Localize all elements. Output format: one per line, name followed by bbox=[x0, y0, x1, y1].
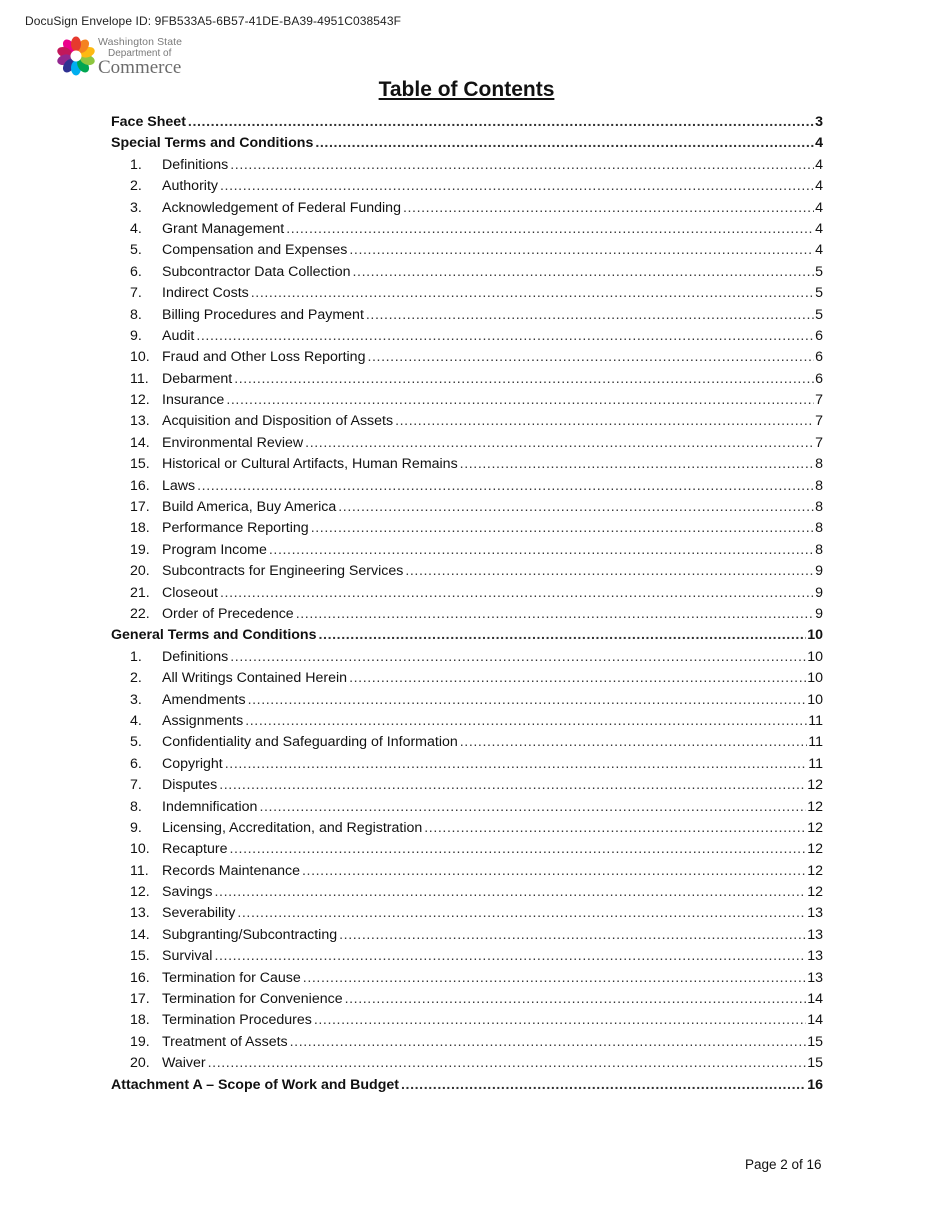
toc-page-number: 4 bbox=[815, 135, 823, 152]
toc-page-number: 14 bbox=[807, 991, 823, 1008]
toc-entry-number: 20. bbox=[130, 1055, 150, 1072]
toc-entry[interactable] bbox=[111, 540, 823, 561]
toc-leader bbox=[188, 112, 814, 133]
toc-entry-title: Recapture bbox=[162, 841, 228, 858]
toc-entry[interactable] bbox=[111, 283, 823, 304]
toc-entry-number: 17. bbox=[130, 499, 150, 516]
toc-entry-title: Environmental Review bbox=[162, 434, 304, 451]
toc-page-number: 10 bbox=[807, 670, 823, 687]
toc-leader bbox=[286, 219, 814, 240]
toc-leader bbox=[229, 839, 806, 860]
toc-entry[interactable] bbox=[111, 369, 823, 390]
toc-leader bbox=[230, 647, 806, 668]
toc-leader bbox=[245, 711, 807, 732]
toc-entry[interactable] bbox=[111, 668, 823, 689]
toc-entry-title: Compensation and Expenses bbox=[162, 242, 348, 259]
toc-page-number: 6 bbox=[815, 370, 823, 387]
toc-entry-title: Build America, Buy America bbox=[162, 499, 337, 516]
toc-entry-title: Debarment bbox=[162, 370, 233, 387]
toc-entry-number: 10. bbox=[130, 841, 150, 858]
toc-entry-number: 7. bbox=[130, 777, 142, 794]
toc-entry[interactable] bbox=[111, 305, 823, 326]
toc-page-number: 7 bbox=[815, 392, 823, 409]
toc-page-number: 5 bbox=[815, 285, 823, 302]
toc-leader bbox=[315, 133, 814, 154]
toc-entry-number: 15. bbox=[130, 948, 150, 965]
toc-section-title: General Terms and Conditions bbox=[111, 627, 317, 644]
toc-entry-number: 3. bbox=[130, 691, 142, 708]
toc-leader bbox=[303, 968, 806, 989]
toc-entry-title: Fraud and Other Loss Reporting bbox=[162, 349, 366, 366]
toc-leader bbox=[314, 1010, 806, 1031]
toc-entry-title: Indemnification bbox=[162, 798, 258, 815]
toc-entry-number: 1. bbox=[130, 648, 142, 665]
toc-section[interactable] bbox=[111, 133, 823, 154]
toc-entry-title: Grant Management bbox=[162, 220, 285, 237]
table-of-contents bbox=[111, 112, 823, 1096]
toc-leader bbox=[226, 390, 814, 411]
toc-entry[interactable] bbox=[111, 775, 823, 796]
toc-entry-title: Historical or Cultural Artifacts, Human Remains bbox=[162, 456, 458, 473]
toc-page-number: 15 bbox=[807, 1033, 823, 1050]
toc-entry[interactable] bbox=[111, 198, 823, 219]
toc-entry[interactable] bbox=[111, 903, 823, 924]
toc-entry[interactable] bbox=[111, 347, 823, 368]
toc-page-number: 11 bbox=[808, 755, 823, 772]
toc-leader bbox=[302, 861, 806, 882]
toc-page-number: 4 bbox=[815, 178, 823, 195]
logo-state: Washington State bbox=[98, 36, 183, 48]
toc-entry-title: Laws bbox=[162, 477, 196, 494]
toc-entry[interactable] bbox=[111, 818, 823, 839]
toc-entry-title: Insurance bbox=[162, 392, 225, 409]
toc-page-number: 13 bbox=[807, 948, 823, 965]
toc-entry-number: 2. bbox=[130, 670, 142, 687]
toc-entry-title: Treatment of Assets bbox=[162, 1033, 288, 1050]
toc-page-number: 9 bbox=[815, 605, 823, 622]
toc-page-number: 6 bbox=[815, 349, 823, 366]
toc-section-title: Special Terms and Conditions bbox=[111, 135, 314, 152]
toc-page-number: 16 bbox=[807, 1076, 823, 1093]
toc-leader bbox=[338, 497, 814, 518]
toc-entry[interactable] bbox=[111, 454, 823, 475]
toc-entry-number: 4. bbox=[130, 712, 142, 729]
toc-leader bbox=[403, 198, 814, 219]
toc-entry-number: 8. bbox=[130, 798, 142, 815]
toc-page-number: 5 bbox=[815, 263, 823, 280]
toc-entry[interactable] bbox=[111, 946, 823, 967]
toc-page-number: 7 bbox=[815, 413, 823, 430]
toc-leader bbox=[230, 155, 814, 176]
toc-entry-title: Termination for Cause bbox=[162, 969, 301, 986]
toc-entry-title: Definitions bbox=[162, 648, 229, 665]
toc-leader bbox=[424, 818, 806, 839]
toc-page-number: 13 bbox=[807, 926, 823, 943]
toc-entry-number: 17. bbox=[130, 991, 150, 1008]
toc-entry-title: Disputes bbox=[162, 777, 218, 794]
toc-leader bbox=[405, 561, 814, 582]
toc-page-number: 8 bbox=[815, 499, 823, 516]
toc-page-number: 9 bbox=[815, 584, 823, 601]
toc-leader bbox=[234, 369, 814, 390]
toc-entry[interactable] bbox=[111, 861, 823, 882]
toc-page-number: 6 bbox=[815, 327, 823, 344]
toc-leader bbox=[339, 925, 806, 946]
toc-entry[interactable] bbox=[111, 925, 823, 946]
toc-entry[interactable] bbox=[111, 262, 823, 283]
toc-page-number: 12 bbox=[807, 884, 823, 901]
toc-entry-title: Definitions bbox=[162, 156, 229, 173]
toc-entry-title: Billing Procedures and Payment bbox=[162, 306, 364, 323]
toc-entry-title: Assignments bbox=[162, 712, 244, 729]
toc-leader bbox=[208, 1053, 807, 1074]
toc-entry-title: Severability bbox=[162, 905, 236, 922]
toc-entry[interactable] bbox=[111, 754, 823, 775]
toc-leader bbox=[349, 240, 814, 261]
toc-leader bbox=[349, 668, 806, 689]
toc-entry[interactable] bbox=[111, 561, 823, 582]
toc-entry[interactable] bbox=[111, 476, 823, 497]
toc-entry-number: 1. bbox=[130, 156, 142, 173]
toc-entry-number: 20. bbox=[130, 563, 150, 580]
page-number: Page 2 of 16 bbox=[745, 1157, 822, 1172]
toc-entry-title: Subgranting/Subcontracting bbox=[162, 926, 338, 943]
toc-entry-number: 12. bbox=[130, 884, 150, 901]
toc-page-number: 14 bbox=[807, 1012, 823, 1029]
toc-entry[interactable] bbox=[111, 1010, 823, 1031]
toc-entry[interactable] bbox=[111, 518, 823, 539]
toc-page-number: 12 bbox=[807, 798, 823, 815]
toc-entry-number: 8. bbox=[130, 306, 142, 323]
toc-page-number: 8 bbox=[815, 456, 823, 473]
toc-page-number: 4 bbox=[815, 242, 823, 259]
toc-leader bbox=[345, 989, 807, 1010]
toc-page-number: 4 bbox=[815, 220, 823, 237]
toc-entry-number: 6. bbox=[130, 263, 142, 280]
toc-page-number: 12 bbox=[807, 841, 823, 858]
toc-page-number: 9 bbox=[815, 563, 823, 580]
toc-entry-number: 21. bbox=[130, 584, 150, 601]
toc-entry-title: Savings bbox=[162, 884, 213, 901]
toc-page-number: 11 bbox=[808, 712, 823, 729]
toc-section[interactable] bbox=[111, 1075, 823, 1096]
toc-leader bbox=[395, 411, 814, 432]
toc-page-number: 10 bbox=[807, 627, 823, 644]
toc-entry-number: 13. bbox=[130, 413, 150, 430]
toc-entry-number: 7. bbox=[130, 285, 142, 302]
toc-entry-number: 15. bbox=[130, 456, 150, 473]
toc-entry-number: 14. bbox=[130, 434, 150, 451]
toc-entry-number: 18. bbox=[130, 1012, 150, 1029]
logo-department: Department of bbox=[108, 47, 172, 59]
toc-page-number: 10 bbox=[807, 691, 823, 708]
toc-section-title: Attachment A – Scope of Work and Budget bbox=[111, 1076, 399, 1093]
toc-entry[interactable] bbox=[111, 433, 823, 454]
toc-entry-number: 10. bbox=[130, 349, 150, 366]
toc-entry-title: Copyright bbox=[162, 755, 223, 772]
toc-entry-title: Acquisition and Disposition of Assets bbox=[162, 413, 394, 430]
toc-page-number: 4 bbox=[815, 199, 823, 216]
toc-entry[interactable] bbox=[111, 219, 823, 240]
toc-page-number: 5 bbox=[815, 306, 823, 323]
toc-entry-title: Waiver bbox=[162, 1055, 206, 1072]
toc-entry[interactable] bbox=[111, 1032, 823, 1053]
toc-entry[interactable] bbox=[111, 326, 823, 347]
toc-page-number: 8 bbox=[815, 541, 823, 558]
toc-section[interactable] bbox=[111, 112, 823, 133]
toc-entry-title: Performance Reporting bbox=[162, 520, 309, 537]
toc-leader bbox=[352, 262, 814, 283]
toc-page-number: 4 bbox=[815, 156, 823, 173]
toc-entry[interactable] bbox=[111, 989, 823, 1010]
toc-leader bbox=[251, 283, 814, 304]
toc-page-number: 12 bbox=[807, 777, 823, 794]
toc-entry-title: Closeout bbox=[162, 584, 218, 601]
toc-entry[interactable] bbox=[111, 240, 823, 261]
toc-leader bbox=[366, 305, 814, 326]
toc-leader bbox=[237, 903, 806, 924]
toc-page-number: 13 bbox=[807, 905, 823, 922]
toc-entry-title: Authority bbox=[162, 178, 218, 195]
toc-leader bbox=[460, 454, 814, 475]
toc-leader bbox=[214, 882, 806, 903]
toc-leader bbox=[367, 347, 814, 368]
toc-leader bbox=[225, 754, 808, 775]
toc-page-number: 12 bbox=[807, 862, 823, 879]
toc-page-number: 3 bbox=[815, 114, 823, 130]
toc-entry-number: 13. bbox=[130, 905, 150, 922]
toc-entry-title: Survival bbox=[162, 948, 213, 965]
toc-leader bbox=[311, 518, 814, 539]
toc-entry[interactable] bbox=[111, 155, 823, 176]
toc-entry-title: Amendments bbox=[162, 691, 246, 708]
toc-leader bbox=[259, 797, 806, 818]
toc-entry-number: 11. bbox=[130, 370, 149, 387]
toc-section-title: Face Sheet bbox=[111, 114, 186, 130]
envelope-id: DocuSign Envelope ID: 9FB533A5-6B57-41DE-BA39-4951C038543F bbox=[25, 14, 402, 28]
toc-entry-number: 19. bbox=[130, 1033, 150, 1050]
toc-entry-title: Termination for Convenience bbox=[162, 991, 343, 1008]
toc-page-number: 8 bbox=[815, 520, 823, 537]
page-title: Table of Contents bbox=[378, 78, 555, 101]
toc-entry-title: Records Maintenance bbox=[162, 862, 301, 879]
toc-leader bbox=[196, 326, 814, 347]
commerce-logo bbox=[56, 35, 196, 79]
toc-entry-number: 19. bbox=[130, 541, 150, 558]
toc-entry-number: 9. bbox=[130, 327, 142, 344]
toc-page-number: 15 bbox=[807, 1055, 823, 1072]
toc-entry[interactable] bbox=[111, 411, 823, 432]
toc-entry[interactable] bbox=[111, 968, 823, 989]
toc-entry-number: 6. bbox=[130, 755, 142, 772]
toc-leader bbox=[460, 732, 808, 753]
toc-entry[interactable] bbox=[111, 604, 823, 625]
toc-entry-title: Subcontracts for Engineering Services bbox=[162, 563, 404, 580]
toc-entry-number: 16. bbox=[130, 969, 150, 986]
toc-leader bbox=[269, 540, 814, 561]
toc-leader bbox=[220, 583, 814, 604]
toc-page-number: 11 bbox=[808, 734, 823, 751]
toc-entry-title: Indirect Costs bbox=[162, 285, 249, 302]
toc-entry-number: 2. bbox=[130, 178, 142, 195]
toc-leader bbox=[219, 775, 806, 796]
logo-commerce: Commerce bbox=[98, 56, 182, 78]
toc-page-number: 13 bbox=[807, 969, 823, 986]
toc-entry-title: Subcontractor Data Collection bbox=[162, 263, 351, 280]
toc-entry[interactable] bbox=[111, 797, 823, 818]
toc-entry[interactable] bbox=[111, 176, 823, 197]
toc-entry-number: 3. bbox=[130, 199, 142, 216]
toc-leader bbox=[214, 946, 806, 967]
toc-leader bbox=[296, 604, 814, 625]
toc-entry-title: Acknowledgement of Federal Funding bbox=[162, 199, 401, 216]
toc-entry[interactable] bbox=[111, 711, 823, 732]
toc-entry[interactable] bbox=[111, 390, 823, 411]
toc-entry[interactable] bbox=[111, 690, 823, 711]
toc-entry-number: 9. bbox=[130, 819, 142, 836]
toc-entry-number: 22. bbox=[130, 605, 150, 622]
toc-section[interactable] bbox=[111, 625, 823, 646]
toc-entry[interactable] bbox=[111, 839, 823, 860]
toc-entry[interactable] bbox=[111, 732, 823, 753]
toc-leader bbox=[305, 433, 814, 454]
toc-page-number: 7 bbox=[815, 434, 823, 451]
toc-page-number: 12 bbox=[807, 819, 823, 836]
toc-page-number: 8 bbox=[815, 477, 823, 494]
toc-entry-title: Program Income bbox=[162, 541, 267, 558]
toc-entry[interactable] bbox=[111, 583, 823, 604]
toc-entry-title: Licensing, Accreditation, and Registration bbox=[162, 819, 423, 836]
toc-entry-number: 11. bbox=[130, 862, 149, 879]
toc-leader bbox=[197, 476, 814, 497]
toc-leader bbox=[319, 625, 807, 646]
toc-entry-title: Termination Procedures bbox=[162, 1012, 312, 1029]
toc-entry-number: 4. bbox=[130, 220, 142, 237]
toc-entry[interactable] bbox=[111, 647, 823, 668]
toc-entry-number: 18. bbox=[130, 520, 150, 537]
toc-entry-number: 5. bbox=[130, 242, 142, 259]
toc-entry-title: Confidentiality and Safeguarding of Information bbox=[162, 734, 458, 751]
toc-entry-number: 14. bbox=[130, 926, 150, 943]
toc-entry-title: Order of Precedence bbox=[162, 605, 294, 622]
toc-entry-title: Audit bbox=[162, 327, 195, 344]
toc-leader bbox=[290, 1032, 807, 1053]
toc-leader bbox=[401, 1075, 806, 1096]
logo-mark-icon bbox=[56, 36, 96, 76]
toc-entry-number: 12. bbox=[130, 392, 150, 409]
toc-entry[interactable] bbox=[111, 497, 823, 518]
toc-leader bbox=[248, 690, 807, 711]
toc-page-number: 10 bbox=[807, 648, 823, 665]
toc-leader bbox=[220, 176, 814, 197]
toc-entry-number: 5. bbox=[130, 734, 142, 751]
toc-entry[interactable] bbox=[111, 1053, 823, 1074]
toc-entry-number: 16. bbox=[130, 477, 150, 494]
toc-entry[interactable] bbox=[111, 882, 823, 903]
toc-entry-title: All Writings Contained Herein bbox=[162, 670, 348, 687]
